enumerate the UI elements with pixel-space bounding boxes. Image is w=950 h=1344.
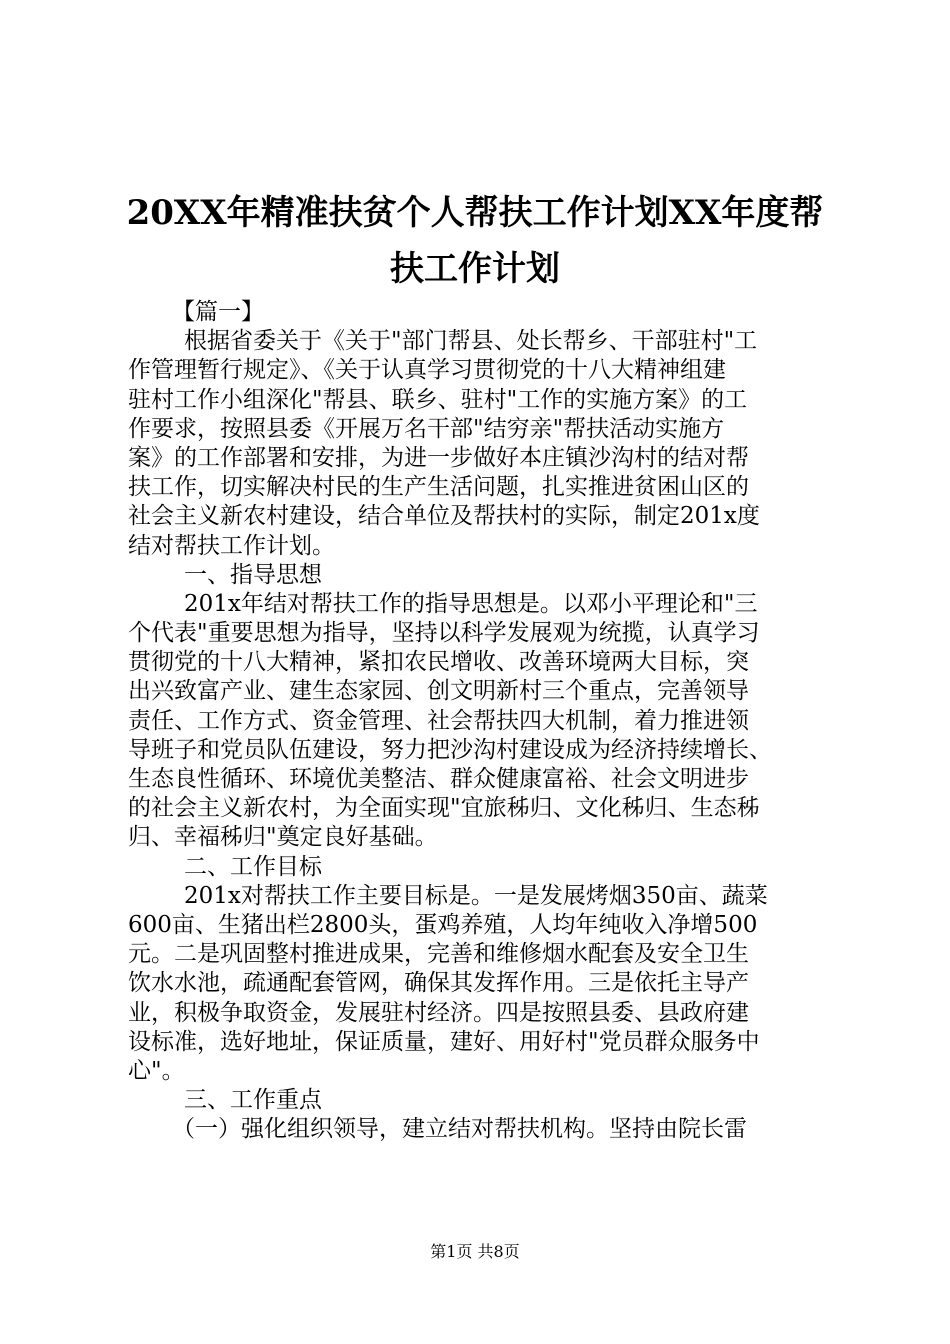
section-heading: 三、工作重点 [184, 1087, 322, 1114]
paragraph-line: 导班子和党员队伍建设，努力把沙沟村建设成为经济持续增长、 [128, 736, 772, 763]
paragraph-line: 出兴致富产业、建生态家园、创文明新村三个重点，完善领导 [128, 678, 749, 705]
section-heading: 二、工作目标 [184, 853, 322, 880]
document-title-line-1: 20XX年精准扶贫个人帮扶工作计划XX年度帮 [126, 193, 824, 233]
document-title-line-2: 扶工作计划 [390, 249, 560, 289]
paragraph-line: 600亩、生猪出栏2800头，蛋鸡养殖，人均年纯收入净增500 [128, 911, 758, 938]
paragraph-line: 个代表"重要思想为指导，坚持以科学发展观为统揽，认真学习 [128, 620, 760, 647]
paragraph-line: 扶工作，切实解决村民的生产生活问题，扎实推进贫困山区的 [128, 474, 749, 501]
paragraph-line: 作管理暂行规定》、《关于认真学习贯彻党的十八大精神组建 [128, 357, 726, 384]
paragraph-line: 根据省委关于《关于"部门帮县、处长帮乡、干部驻村"工 [184, 328, 758, 355]
paragraph-line: 心"。 [128, 1057, 185, 1084]
paragraph-line: 社会主义新农村建设，结合单位及帮扶村的实际，制定201x度 [128, 503, 760, 530]
paragraph-line: 作要求，按照县委《开展万名干部"结穷亲"帮扶活动实施方 [128, 415, 725, 442]
paragraph-line: 生态良性循环、环境优美整洁、群众健康富裕、社会文明进步 [128, 766, 749, 792]
paragraph-line: 的社会主义新农村，为全面实现"宜旅秭归、文化秭归、生态秭 [128, 795, 760, 822]
paragraph-line: 设标准，选好地址，保证质量，建好、用好村"党员群众服务中 [128, 1028, 760, 1055]
section-heading: 一、指导思想 [184, 561, 322, 588]
paragraph-line: 201x对帮扶工作主要目标是。一是发展烤烟350亩、蔬菜 [184, 882, 768, 909]
paragraph-line: 饮水水池，疏通配套管网，确保其发挥作用。三是依托主导产 [128, 970, 749, 997]
paragraph-line: （一）强化组织领导，建立结对帮扶机构。坚持由院长雷 [172, 1116, 747, 1143]
paragraph-line: 201x年结对帮扶工作的指导思想是。以邓小平理论和"三 [184, 590, 758, 617]
paragraph-line: 驻村工作小组深化"帮县、联乡、驻村"工作的实施方案》的工 [128, 386, 748, 413]
paragraph-line: 责任、工作方式、资金管理、社会帮扶四大机制，着力推进领 [128, 707, 749, 734]
paragraph-line: 结对帮扶工作计划。 [128, 532, 335, 559]
page-number-footer: 第1页 共8页 [430, 1242, 520, 1261]
document-body [128, 298, 833, 1144]
paragraph-line: 业，积极争取资金，发展驻村经济。四是按照县委、县政府建 [128, 999, 749, 1026]
paragraph-line: 元。二是巩固整村推进成果，完善和维修烟水配套及安全卫生 [128, 941, 749, 968]
paragraph-line: 贯彻党的十八大精神，紧扣农民增收、改善环境两大目标，突 [128, 649, 749, 676]
paragraph-line: 案》的工作部署和安排，为进一步做好本庄镇沙沟村的结对帮 [128, 444, 749, 471]
section-label: 【篇一】 [172, 299, 264, 325]
paragraph-line: 归、幸福秭归"奠定良好基础。 [128, 824, 438, 851]
